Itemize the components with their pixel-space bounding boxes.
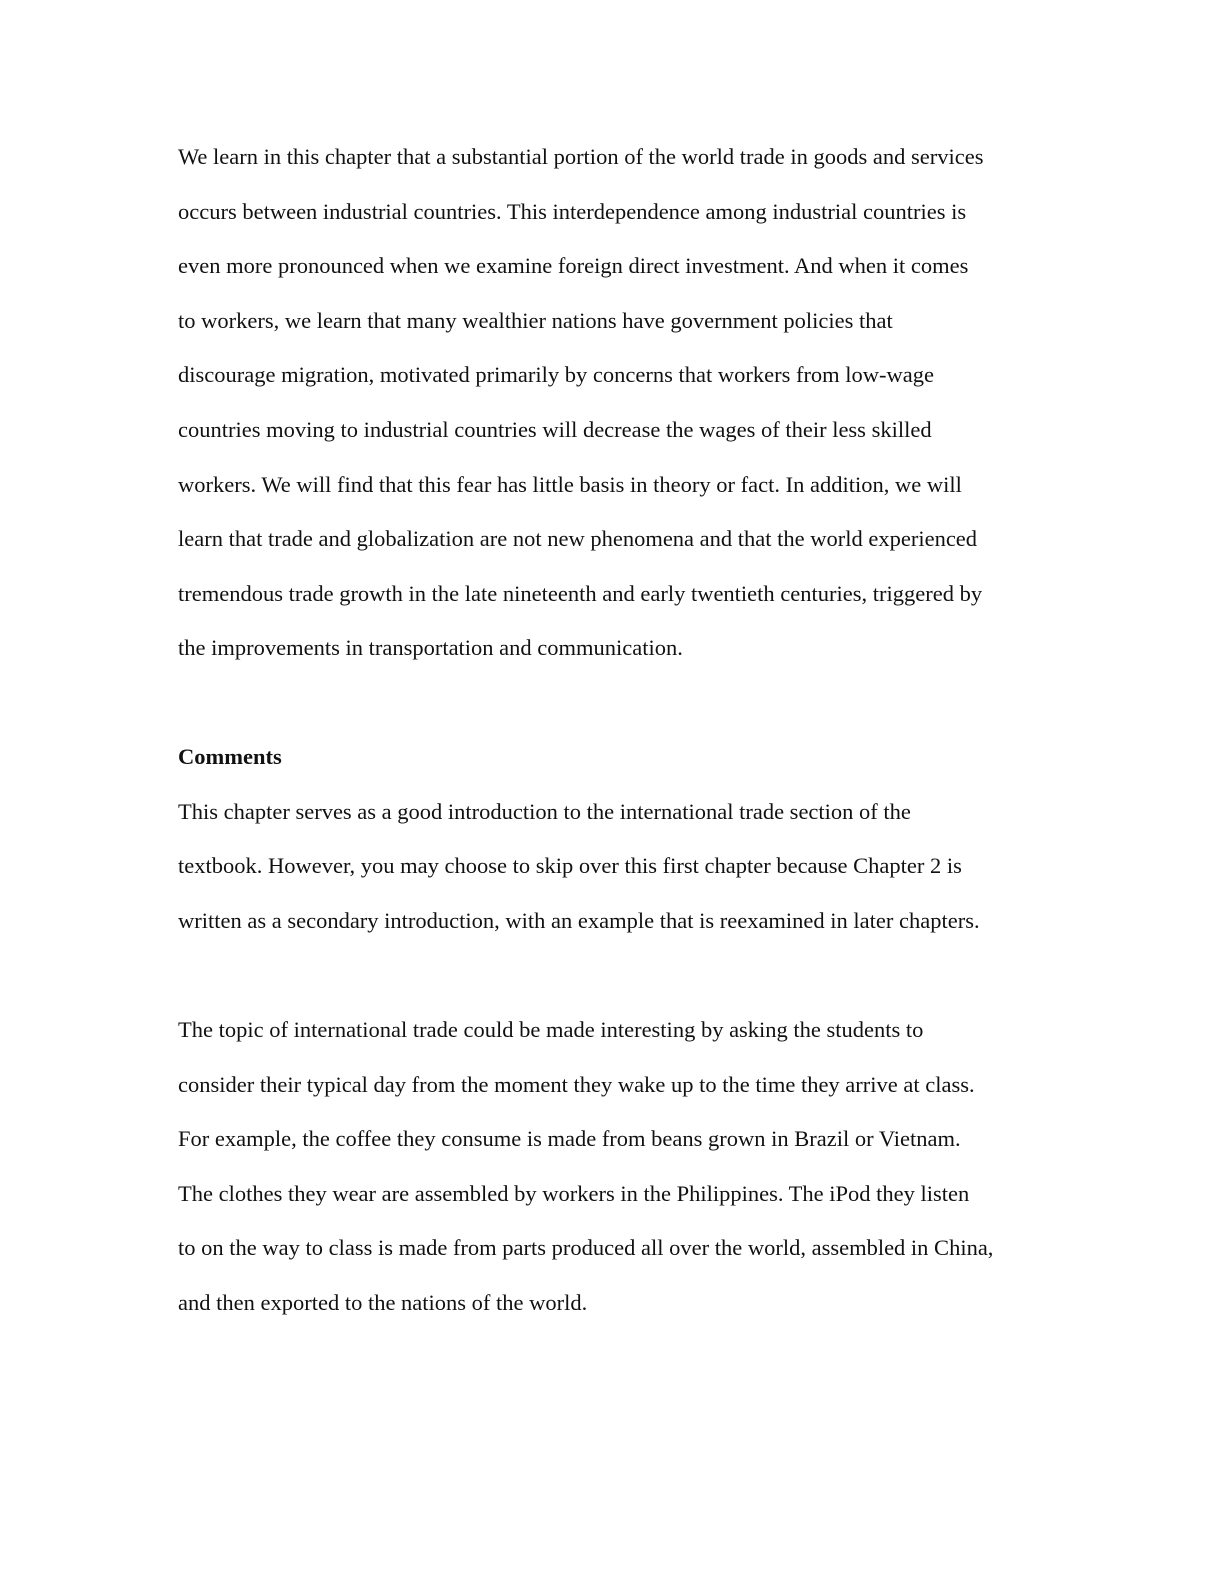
- comments-section: [178, 730, 1058, 948]
- text-line: The topic of international trade could be made interesting by asking the students to: [178, 1017, 924, 1042]
- text-line: This chapter serves as a good introduction to the international trade section of the: [178, 798, 911, 824]
- text-line: written as a secondary introduction, with an example that is reexamined in later chapters.: [178, 907, 980, 933]
- text-line: textbook. However, you may choose to skip over this first chapter because Chapter 2 is: [178, 853, 962, 879]
- text-line: The clothes they wear are assembled by workers in the Philippines. The iPod they listen: [178, 1180, 970, 1206]
- text-line: to on the way to class is made from parts produced all over the world, assembled in China,: [178, 1235, 994, 1261]
- text-line: and then exported to the nations of the world.: [178, 1289, 588, 1315]
- text-line: to workers, we learn that many wealthier nations have government policies that: [178, 307, 893, 333]
- text-line: For example, the coffee they consume is made from beans grown in Brazil or Vietnam.: [178, 1126, 961, 1152]
- text-line: learn that trade and globalization are not new phenomena and that the world experienced: [178, 526, 978, 552]
- text-line: tremendous trade growth in the late nineteenth and early twentieth centuries, triggered by: [178, 580, 983, 606]
- text-line: occurs between industrial countries. This interdependence among industrial countries is: [178, 198, 967, 224]
- text-line: workers. We will find that this fear has little basis in theory or fact. In addition, we will: [178, 471, 962, 497]
- text-line: consider their typical day from the moment they wake up to the time they arrive at class.: [178, 1071, 975, 1097]
- paragraph-intro: [178, 130, 1058, 676]
- text-line: countries moving to industrial countries will decrease the wages of their less skilled: [178, 416, 932, 442]
- comments-heading: Comments: [178, 744, 282, 769]
- text-line: even more pronounced when we examine foreign direct investment. And when it comes: [178, 253, 969, 279]
- text-line: the improvements in transportation and communication.: [178, 635, 683, 661]
- text-line: discourage migration, motivated primarily by concerns that workers from low-wage: [178, 362, 935, 388]
- text-line: We learn in this chapter that a substantial portion of the world trade in goods and services: [178, 144, 984, 169]
- paragraph-example: [178, 1003, 1058, 1331]
